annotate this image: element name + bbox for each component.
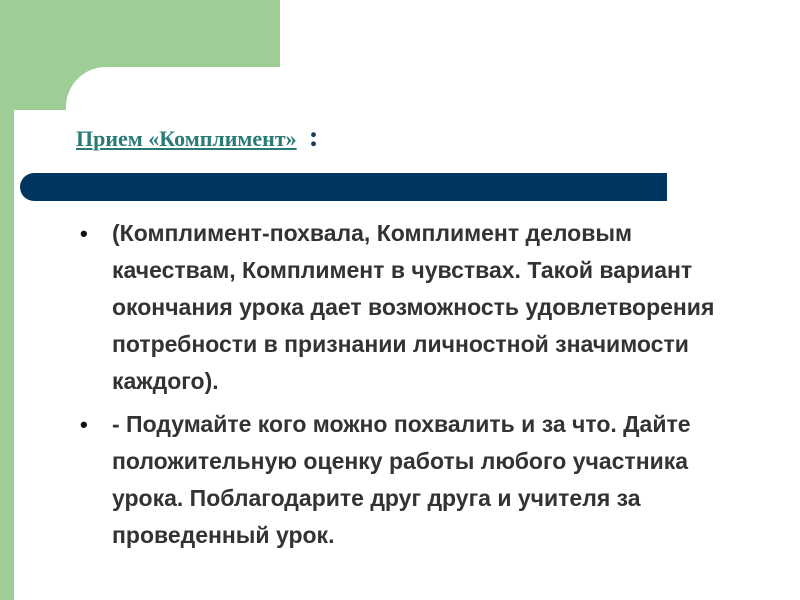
slide-title (76, 120, 319, 154)
slide-title-colon: : (308, 120, 319, 153)
title-divider-bar (20, 173, 667, 201)
bullet-item (80, 406, 760, 554)
bullet-dot-icon: • (80, 412, 88, 437)
bullet-text: (Комплимент-похвала, Комплимент деловым качествам, Комплимент в чувствах. Такой вариант окончания урока дает возможность удовлетворения потребности в признании личностной значимости каждого). (112, 220, 715, 394)
bullet-dot-icon: • (80, 221, 88, 246)
bullet-item (80, 215, 760, 400)
bullet-text: - Подумайте кого можно похвалить и за что. Дайте положительную оценку работы любого участника урока. Поблагодарите друг друга и учителя за проведенный урок. (112, 411, 691, 548)
bullet-list (80, 215, 760, 560)
slide-title-text[interactable]: Прием «Комплимент» (76, 126, 297, 151)
